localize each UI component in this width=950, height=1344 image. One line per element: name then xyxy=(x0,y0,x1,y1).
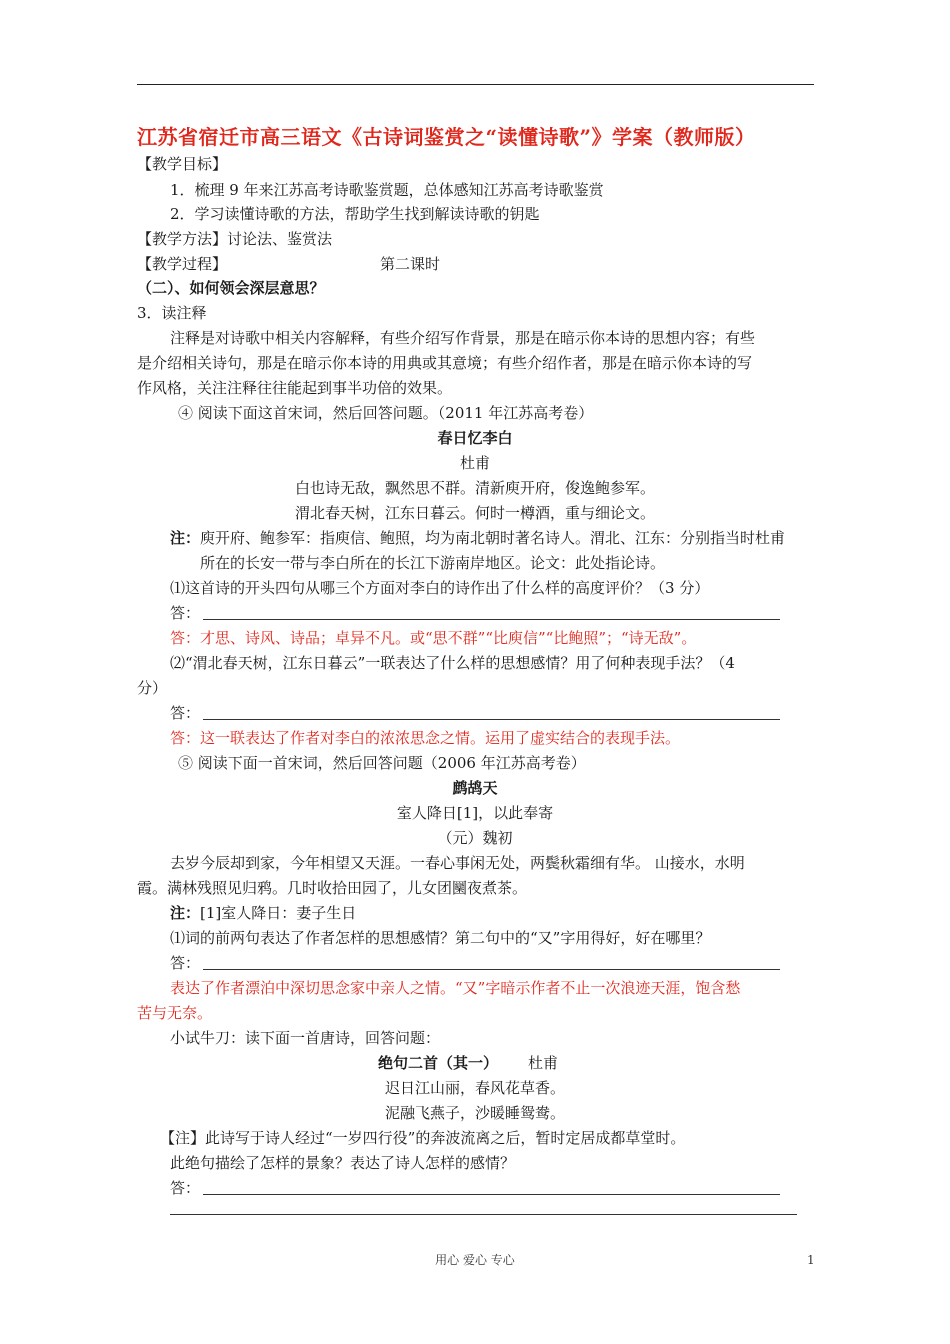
page-number: 1 xyxy=(807,1253,815,1267)
page-title: 江苏省宿迁市高三语文《古诗词鉴赏之“读懂诗歌”》学案（教师版） xyxy=(137,125,756,149)
practice-question: 此绝句描绘了怎样的景象？表达了诗人怎样的感情？ xyxy=(170,1154,516,1172)
practice-answer-label: 答： xyxy=(170,1179,201,1197)
q4-note-text: 庾开府、鲍参军：指庾信、鲍照，均为南北朝时著名诗人。渭北、江东：分别指当时杜甫 xyxy=(200,529,786,547)
practice-poem-title: 绝句二首（其一） xyxy=(378,1054,499,1072)
q5-poem-subtitle: 室人降日[1]，以此奉寄 xyxy=(396,804,554,822)
paragraph-line: 注释是对诗歌中相关内容解释，有些介绍写作背景，那是在暗示你本诗的思想内容；有些 xyxy=(170,329,756,347)
q5-question-1: ⑴词的前两句表达了作者怎样的思想感情？第二句中的“又”字用得好，好在哪里？ xyxy=(170,929,711,947)
session-label: 第二课时 xyxy=(380,255,441,273)
goal-item: 1．梳理 9 年来江苏高考诗歌鉴赏题，总体感知江苏高考诗歌鉴赏 xyxy=(170,181,604,199)
q4-answer-label-2: 答： xyxy=(170,704,201,722)
practice-intro: 小试牛刀：读下面一首唐诗，回答问题： xyxy=(170,1029,441,1047)
q5-answer-1-cont: 苦与无奈。 xyxy=(137,1004,213,1022)
practice-note: 【注】此诗写于诗人经过“一岁四行役”的奔波流离之后，暂时定居成都草堂时。 xyxy=(160,1129,686,1147)
method-row xyxy=(137,229,332,249)
practice-poem-line: 迟日江山丽，春风花草香。 xyxy=(384,1079,565,1097)
q4-poem-title: 春日忆李白 xyxy=(437,429,513,447)
q4-answer-2: 答：这一联表达了作者对李白的浓浓思念之情。运用了虚实结合的表现手法。 xyxy=(170,729,681,747)
q4-answer-label: 答： xyxy=(170,604,201,622)
q5-answer-label: 答： xyxy=(170,954,201,972)
q4-poem-line: 白也诗无敌，飘然思不群。清新庾开府，俊逸鲍参军。 xyxy=(294,479,655,497)
paragraph-line: 作风格，关注注释往往能起到事半功倍的效果。 xyxy=(137,379,453,397)
q4-poem-author: 杜甫 xyxy=(459,454,490,472)
subsection-heading: 3．读注释 xyxy=(137,304,207,322)
header-rule xyxy=(137,84,814,85)
practice-answer-line xyxy=(203,1194,780,1195)
q5-note xyxy=(170,903,356,923)
q4-answer-line xyxy=(203,619,780,620)
practice-poem-heading xyxy=(378,1053,558,1073)
q4-answer-1: 答：才思、诗风、诗品；卓异不凡。或“思不群”“比庾信”“比鲍照”；“诗无敌”。 xyxy=(170,629,697,647)
q5-note-label: 注： xyxy=(170,904,201,922)
q5-intro: ⑤ 阅读下面一首宋词，然后回答问题（2006 年江苏高考卷） xyxy=(178,754,586,772)
q4-question-1: ⑴这首诗的开头四句从哪三个方面对李白的诗作出了什么样的高度评价？（3 分） xyxy=(170,579,710,597)
practice-poem-author: 杜甫 xyxy=(528,1054,559,1072)
q4-note xyxy=(170,528,785,548)
q4-answer-line-2 xyxy=(203,719,780,720)
practice-extra-line xyxy=(170,1214,797,1215)
q5-note-text: [1]室人降日：妻子生日 xyxy=(200,904,357,922)
q5-poem-line: 霞。满林残照见归鸦。几时收拾田园了，儿女团圞夜煮茶。 xyxy=(137,879,528,897)
goals-label: 【教学目标】 xyxy=(137,155,228,173)
q4-poem-line: 渭北春天树，江东日暮云。何时一樽酒，重与细论文。 xyxy=(294,504,655,522)
paragraph-line: 是介绍相关诗句，那是在暗示你本诗的用典或其意境；有些介绍作者，那是在暗示你本诗的写 xyxy=(137,354,753,372)
q4-intro: ④ 阅读下面这首宋词，然后回答问题。（2011 年江苏高考卷） xyxy=(178,404,594,422)
q5-poem-line: 去岁今辰却到家，今年相望又天涯。一春心事闲无处，两鬓秋霜细有华。 山接水，水明 xyxy=(170,854,745,872)
q4-note-cont: 所在的长安一带与李白所在的长江下游南岸地区。论文：此处指论诗。 xyxy=(200,554,666,572)
process-label: 【教学过程】 xyxy=(137,255,228,273)
footer-text: 用心 爱心 专心 xyxy=(435,1253,515,1267)
method-label: 【教学方法】 xyxy=(137,230,228,248)
practice-poem-line: 泥融飞燕子，沙暖睡鸳鸯。 xyxy=(384,1104,565,1122)
q4-question-2: ⑵“渭北春天树，江东日暮云”一联表达了什么样的思想感情？用了何种表现手法？（4 xyxy=(170,654,735,672)
q5-answer-1: 表达了作者漂泊中深切思念家中亲人之情。“又”字暗示作者不止一次浪迹天涯，饱含愁 xyxy=(170,979,741,997)
q4-question-2-cont: 分） xyxy=(137,679,168,697)
method-text: 讨论法、鉴赏法 xyxy=(227,230,333,248)
q5-poem-author: （元）魏初 xyxy=(437,829,513,847)
goal-item: 2．学习读懂诗歌的方法，帮助学生找到解读诗歌的钥匙 xyxy=(170,205,540,223)
q4-note-label: 注： xyxy=(170,529,201,547)
q5-poem-title: 鹧鸪天 xyxy=(452,779,498,797)
q5-answer-line xyxy=(203,969,780,970)
section-heading: （二）、如何领会深层意思？ xyxy=(137,279,325,297)
